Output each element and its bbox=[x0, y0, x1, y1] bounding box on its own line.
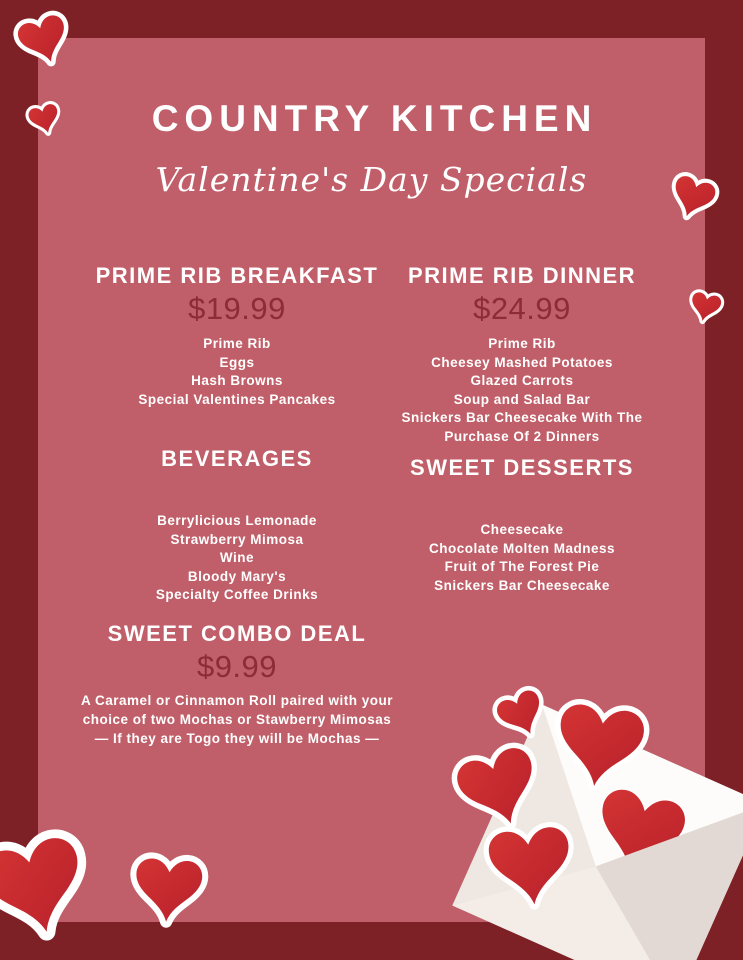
menu-item-line: Chocolate Molten Madness bbox=[428, 540, 616, 556]
section-heading: PRIME RIB BREAKFAST bbox=[95, 263, 379, 288]
menu-item-line: Glazed Carrots bbox=[470, 373, 574, 388]
section-heading: PRIME RIB DINNER bbox=[407, 263, 637, 288]
combo-description bbox=[72, 691, 402, 748]
section-prime-rib-breakfast bbox=[67, 263, 407, 409]
section-heading: SWEET DESSERTS bbox=[410, 455, 634, 480]
section-heading: SWEET COMBO DEAL bbox=[107, 621, 367, 646]
menu-item-line: Snickers Bar Cheesecake With The Purchase Of 2 Dinners bbox=[401, 410, 643, 444]
menu-item-line: Prime Rib bbox=[488, 336, 556, 351]
price: $19.99 bbox=[188, 291, 286, 326]
menu-item-line: Special Valentines Pancakes bbox=[138, 391, 336, 407]
menu-item-line: Hash Browns bbox=[191, 373, 283, 388]
menu-item-line: Cheesey Mashed Potatoes bbox=[431, 354, 613, 370]
section-heading: BEVERAGES bbox=[161, 446, 313, 471]
combo-description-line: A Caramel or Cinnamon Roll paired with your choice of two Mochas or Stawberry Mimosas bbox=[80, 693, 394, 727]
restaurant-name: COUNTRY KITCHEN bbox=[151, 98, 598, 139]
menu-item-line: Soup and Salad Bar bbox=[453, 391, 591, 407]
menu-subtitle: Valentine's Day Specials bbox=[155, 160, 588, 199]
menu-item-line: Berrylicious Lemonade bbox=[157, 513, 317, 528]
item-list bbox=[67, 335, 407, 409]
menu-item-line: Snickers Bar Cheesecake bbox=[434, 577, 610, 593]
menu-item-line: Specialty Coffee Drinks bbox=[155, 587, 319, 602]
menu-item-line: Bloody Mary's bbox=[187, 568, 287, 584]
menu-item-line: Prime Rib bbox=[203, 336, 271, 351]
item-list bbox=[67, 512, 407, 605]
menu-item-line: Eggs bbox=[219, 354, 255, 370]
item-list bbox=[391, 335, 653, 446]
section-beverages bbox=[67, 446, 407, 605]
item-list bbox=[372, 521, 672, 595]
menu-panel bbox=[38, 38, 705, 922]
menu-item-line: Strawberry Mimosa bbox=[170, 531, 304, 547]
menu-item-line: Wine bbox=[219, 550, 255, 565]
section-sweet-combo-deal bbox=[67, 621, 407, 748]
combo-description-line: — If they are Togo they will be Mochas — bbox=[94, 731, 380, 746]
menu-item-line: Fruit of The Forest Pie bbox=[444, 559, 600, 574]
price: $24.99 bbox=[473, 291, 571, 326]
section-prime-rib-dinner bbox=[372, 263, 672, 446]
section-sweet-desserts bbox=[372, 455, 672, 595]
price: $9.99 bbox=[196, 649, 278, 684]
menu-item-line: Cheesecake bbox=[480, 522, 564, 537]
